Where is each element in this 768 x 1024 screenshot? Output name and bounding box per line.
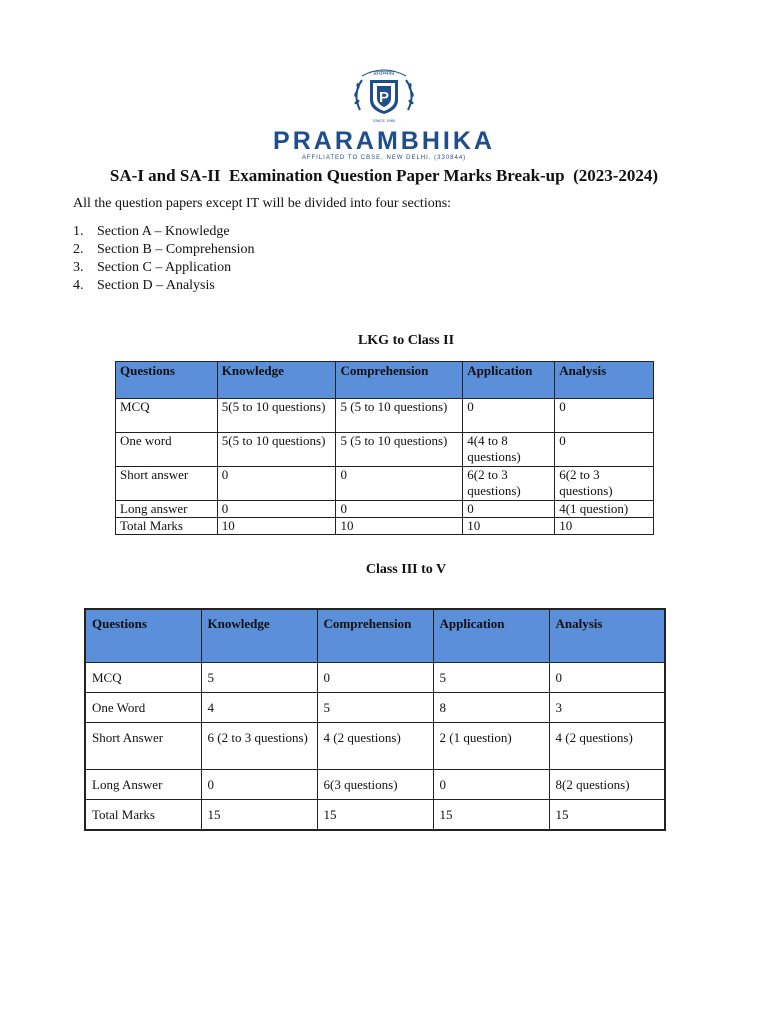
- table-cell: Long answer: [116, 501, 218, 518]
- list-item: [73, 259, 255, 277]
- table-cell: 0: [555, 433, 654, 467]
- table-cell: 10: [336, 518, 463, 535]
- table-cell: 5 (5 to 10 questions): [336, 399, 463, 433]
- table-cell: 0: [217, 501, 336, 518]
- table-cell: MCQ: [116, 399, 218, 433]
- table2-caption: Class III to V: [365, 562, 447, 577]
- table-cell: 6(2 to 3 questions): [463, 467, 555, 501]
- lkg-marks-table: [115, 361, 654, 535]
- table-cell: 6 (2 to 3 questions): [201, 723, 317, 770]
- list-number: 3.: [73, 260, 84, 275]
- table-cell: 0: [317, 663, 433, 693]
- table-cell: 15: [549, 800, 665, 830]
- table-row: [85, 723, 665, 770]
- table-cell: 10: [555, 518, 654, 535]
- table-row: [85, 693, 665, 723]
- table-header-cell: Analysis: [549, 609, 665, 663]
- table-header-cell: Application: [433, 609, 549, 663]
- table-row: [85, 800, 665, 830]
- table-cell: 8: [433, 693, 549, 723]
- table-cell: 0: [217, 467, 336, 501]
- table-cell: 5(5 to 10 questions): [217, 399, 336, 433]
- table-cell: 0: [463, 501, 555, 518]
- table-cell: Total Marks: [85, 800, 201, 830]
- table-cell: Short answer: [116, 467, 218, 501]
- table-cell: Long Answer: [85, 770, 201, 800]
- table-cell: Total Marks: [116, 518, 218, 535]
- list-number: 1.: [73, 224, 84, 239]
- school-logo: [0, 66, 768, 161]
- table-row: [85, 663, 665, 693]
- table-cell: 8(2 questions): [549, 770, 665, 800]
- table-cell: One word: [116, 433, 218, 467]
- table1-caption: LKG to Class II: [357, 333, 455, 348]
- table-header-cell: Comprehension: [336, 362, 463, 399]
- affiliation-text: AFFILIATED TO CBSE, NEW DELHI. (330844): [301, 155, 467, 161]
- emblem-since-text: SINCE 1980: [372, 118, 396, 123]
- table-header-cell: Knowledge: [217, 362, 336, 399]
- table-cell: 0: [336, 501, 463, 518]
- table-cell: 10: [463, 518, 555, 535]
- table-cell: 4(4 to 8 questions): [463, 433, 555, 467]
- table-cell: 5: [433, 663, 549, 693]
- table-cell: 5: [201, 663, 317, 693]
- table-cell: 5 (5 to 10 questions): [336, 433, 463, 467]
- table-cell: 4 (2 questions): [549, 723, 665, 770]
- table-cell: MCQ: [85, 663, 201, 693]
- table-cell: Short Answer: [85, 723, 201, 770]
- intro-text: All the question papers except IT will be divided into four sections:: [73, 196, 452, 211]
- table-cell: 15: [433, 800, 549, 830]
- table-cell: 5(5 to 10 questions): [217, 433, 336, 467]
- table-cell: 15: [201, 800, 317, 830]
- table-cell: 0: [433, 770, 549, 800]
- list-label: Section D – Analysis: [97, 278, 215, 293]
- list-label: Section B – Comprehension: [97, 242, 255, 257]
- table-cell: 15: [317, 800, 433, 830]
- table-cell: 6(3 questions): [317, 770, 433, 800]
- table-header-cell: Questions: [116, 362, 218, 399]
- table-cell: 0: [201, 770, 317, 800]
- table-cell: 4: [201, 693, 317, 723]
- table-cell: 6(2 to 3 questions): [555, 467, 654, 501]
- page-title: SA-I and SA-II Examination Question Paper Marks Break-up (2023-2024): [109, 166, 659, 185]
- school-name: PRARAMBHIKA: [273, 127, 495, 155]
- table-cell: 10: [217, 518, 336, 535]
- list-label: Section A – Knowledge: [97, 224, 230, 239]
- class3-marks-table: [84, 608, 666, 831]
- table-cell: 5: [317, 693, 433, 723]
- table-cell: 2 (1 question): [433, 723, 549, 770]
- list-item: [73, 277, 255, 295]
- table-header-cell: Questions: [85, 609, 201, 663]
- table-row: [85, 770, 665, 800]
- table-cell: 3: [549, 693, 665, 723]
- table-header-row: [116, 362, 654, 399]
- list-item: [73, 223, 255, 241]
- table-row: [116, 433, 654, 467]
- table-cell: 0: [549, 663, 665, 693]
- svg-text:P: P: [378, 89, 390, 106]
- list-item: [73, 241, 255, 259]
- list-label: Section C – Application: [97, 260, 232, 275]
- table-cell: One Word: [85, 693, 201, 723]
- list-number: 2.: [73, 242, 84, 257]
- table-row: [116, 399, 654, 433]
- table-row: [116, 467, 654, 501]
- table-header-cell: Comprehension: [317, 609, 433, 663]
- table-row: [116, 518, 654, 535]
- list-number: 4.: [73, 278, 84, 293]
- emblem-arc-text: प्रारम्भिका: [373, 70, 395, 77]
- table-cell: 4 (2 questions): [317, 723, 433, 770]
- table-header-row: [85, 609, 665, 663]
- table-cell: 0: [336, 467, 463, 501]
- table-row: [116, 501, 654, 518]
- table-cell: 0: [463, 399, 555, 433]
- table-header-cell: Analysis: [555, 362, 654, 399]
- table-header-cell: Knowledge: [201, 609, 317, 663]
- section-list: [73, 223, 255, 295]
- table-cell: 4(1 question): [555, 501, 654, 518]
- table-cell: 0: [555, 399, 654, 433]
- table-header-cell: Application: [463, 362, 555, 399]
- emblem-icon: [348, 66, 420, 124]
